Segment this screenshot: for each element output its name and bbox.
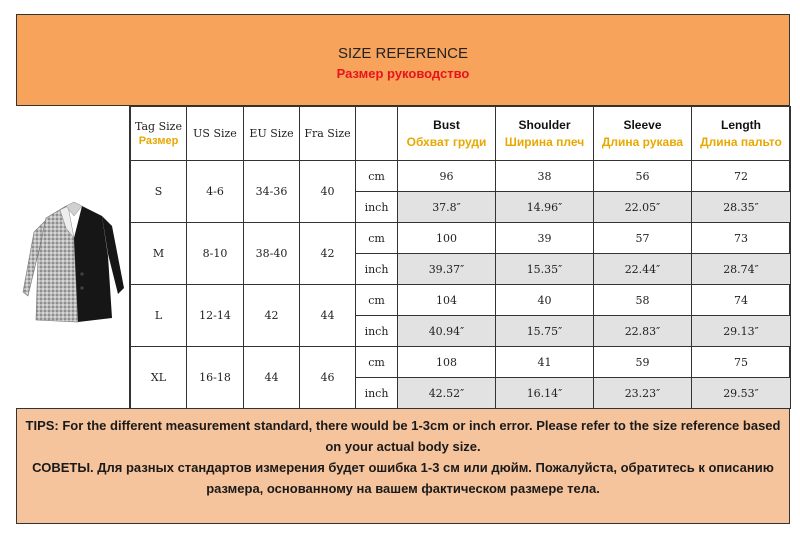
sleeve-header: Sleeve Длина рукава bbox=[594, 107, 692, 161]
shoulder-cm-cell: 38 bbox=[496, 161, 594, 192]
tag-size-header: Tag Size Размер bbox=[131, 107, 187, 161]
bust-cm-cell: 104 bbox=[398, 285, 496, 316]
shoulder-cm-cell: 39 bbox=[496, 223, 594, 254]
shoulder-cm-cell: 41 bbox=[496, 347, 594, 378]
sleeve-inch-cell: 22.44″ bbox=[594, 254, 692, 285]
unit-cm-cell: cm bbox=[356, 223, 398, 254]
bust-inch-cell: 39.37″ bbox=[398, 254, 496, 285]
sleeve-cm-cell: 56 bbox=[594, 161, 692, 192]
table-row bbox=[131, 347, 791, 378]
table-row bbox=[131, 285, 791, 316]
unit-inch-cell: inch bbox=[356, 192, 398, 223]
length-cm-cell: 75 bbox=[692, 347, 791, 378]
sleeve-cm-cell: 57 bbox=[594, 223, 692, 254]
unit-cm-cell: cm bbox=[356, 347, 398, 378]
table-header-row bbox=[131, 107, 791, 161]
length-cm-cell: 73 bbox=[692, 223, 791, 254]
sleeve-inch-cell: 23.23″ bbox=[594, 378, 692, 409]
eu-size-cell: 34-36 bbox=[244, 161, 300, 223]
length-header: Length Длина пальто bbox=[692, 107, 791, 161]
tag-size-cell: L bbox=[131, 285, 187, 347]
tips-russian: СОВЕТЫ. Для разных стандартов измерения будет ошибка 1-3 см или дюйм. Пожалуйста, обратитесь к описанию размера, основанному на вашем фактическом размере тела. bbox=[32, 460, 774, 496]
sleeve-inch-cell: 22.83″ bbox=[594, 316, 692, 347]
bust-inch-cell: 42.52″ bbox=[398, 378, 496, 409]
fra-size-cell: 44 bbox=[300, 285, 356, 347]
shoulder-inch-cell: 15.75″ bbox=[496, 316, 594, 347]
size-reference-header bbox=[16, 14, 790, 106]
table-row bbox=[131, 161, 791, 192]
tag-size-cell: XL bbox=[131, 347, 187, 409]
sleeve-inch-cell: 22.05″ bbox=[594, 192, 692, 223]
us-size-cell: 12-14 bbox=[187, 285, 244, 347]
shoulder-inch-cell: 16.14″ bbox=[496, 378, 594, 409]
unit-header bbox=[356, 107, 398, 161]
page-subtitle: Размер руководство bbox=[336, 66, 470, 81]
eu-size-cell: 42 bbox=[244, 285, 300, 347]
length-inch-cell: 29.13″ bbox=[692, 316, 791, 347]
bust-cm-cell: 100 bbox=[398, 223, 496, 254]
unit-inch-cell: inch bbox=[356, 316, 398, 347]
shoulder-header: Shoulder Ширина плеч bbox=[496, 107, 594, 161]
us-size-cell: 4-6 bbox=[187, 161, 244, 223]
unit-inch-cell: inch bbox=[356, 254, 398, 285]
tag-size-cell: S bbox=[131, 161, 187, 223]
shoulder-cm-cell: 40 bbox=[496, 285, 594, 316]
bust-inch-cell: 40.94″ bbox=[398, 316, 496, 347]
unit-cm-cell: cm bbox=[356, 161, 398, 192]
product-photo bbox=[16, 106, 130, 408]
tips-box bbox=[16, 408, 790, 524]
length-inch-cell: 28.74″ bbox=[692, 254, 791, 285]
page-title: SIZE REFERENCE bbox=[337, 45, 469, 62]
sleeve-cm-cell: 58 bbox=[594, 285, 692, 316]
bust-cm-cell: 108 bbox=[398, 347, 496, 378]
shoulder-inch-cell: 14.96″ bbox=[496, 192, 594, 223]
blazer-image bbox=[16, 106, 130, 408]
sleeve-cm-cell: 59 bbox=[594, 347, 692, 378]
size-table bbox=[130, 106, 791, 409]
bust-inch-cell: 37.8″ bbox=[398, 192, 496, 223]
us-size-header: US Size bbox=[187, 107, 244, 161]
tips-english: TIPS: For the different measurement standard, there would be 1-3cm or inch error. Please refer to the size reference based on your actual body size. bbox=[25, 418, 781, 454]
fra-size-cell: 42 bbox=[300, 223, 356, 285]
length-cm-cell: 72 bbox=[692, 161, 791, 192]
us-size-cell: 16-18 bbox=[187, 347, 244, 409]
eu-size-header: EU Size bbox=[244, 107, 300, 161]
bust-cm-cell: 96 bbox=[398, 161, 496, 192]
fra-size-cell: 40 bbox=[300, 161, 356, 223]
eu-size-cell: 38-40 bbox=[244, 223, 300, 285]
fra-size-cell: 46 bbox=[300, 347, 356, 409]
length-inch-cell: 29.53″ bbox=[692, 378, 791, 409]
unit-cm-cell: cm bbox=[356, 285, 398, 316]
fra-size-header: Fra Size bbox=[300, 107, 356, 161]
table-row bbox=[131, 223, 791, 254]
unit-inch-cell: inch bbox=[356, 378, 398, 409]
tag-size-cell: M bbox=[131, 223, 187, 285]
eu-size-cell: 44 bbox=[244, 347, 300, 409]
us-size-cell: 8-10 bbox=[187, 223, 244, 285]
length-cm-cell: 74 bbox=[692, 285, 791, 316]
length-inch-cell: 28.35″ bbox=[692, 192, 791, 223]
bust-header: Bust Обхват груди bbox=[398, 107, 496, 161]
shoulder-inch-cell: 15.35″ bbox=[496, 254, 594, 285]
